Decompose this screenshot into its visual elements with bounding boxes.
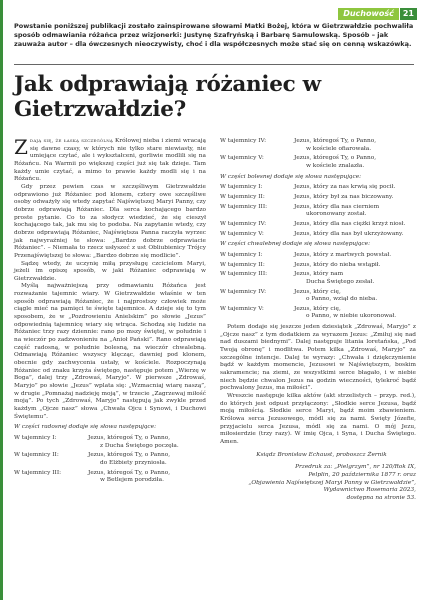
paragraph [14,135,206,184]
divider [14,64,414,65]
mystery-number: W tajemnicy I: [220,251,263,258]
page-header [338,8,417,20]
column-left [14,135,206,487]
mystery-item [220,231,416,239]
mystery-text: Jezus, któregoś Ty, o Panno, [88,452,171,459]
section-lead: W części chwalebnej dodaje się słowa następujące: [220,241,371,248]
mystery-number: W tajemnicy I: [220,184,263,191]
intro-lead: Powstanie poniższej publikacji zostało zainspirowane słowami Matki Bożej, która w Gietrzwałdzie pochwaliła sposób odmawiania różańca przez wizjonerki: Justynę Szafryńską i Barbarę Samulowską. Sposób – jak zauważa autor – dla ówczesnych nieoczywisty, choć i dla współczesnych może stać się on cenną wskazówką. [14,22,414,48]
mystery-text: ukoronowany został. [306,211,367,218]
source-note [220,464,416,502]
mystery-number: W tajemnicy II: [220,261,265,268]
mystery-text: Jezus, który nam [294,271,344,278]
mystery-item [220,306,416,321]
mystery-item [220,289,416,304]
mystery-text: Jezus, któregoś Ty, o Panno, [294,155,377,162]
source-line: Pelplin, 20 października 1877 r. oraz [308,471,416,478]
mystery-text: w Betlejem porodziła. [100,477,164,484]
source-line: dostępna na stronie 53. [346,494,416,501]
mystery-number: W tajemnicy II: [14,452,59,459]
paragraph: Wreszcie następuje kilka aktów (akt strzelistych – przyp. red.), do których jest odpust przyłączony: „Słodkie serce Jezusa, bądź moją miłością. Słodkie serce Maryi, bądź moim zbawieniem. Królowa serca Jezusowego, módl się za nami. Święty Józefie, przyjacielu serca Jezusa, módl się za nami. O mój Jezu, miłosierdzie (trzy razy). W imię Ojca, i Syna, i Ducha Świętego. Amen. [220,393,416,445]
signature: Ksiądz Bronisław Echaust, proboszcz Żernik [256,451,387,458]
mystery-text: w kościele ofiarowała. [306,145,372,152]
section-tag: Duchowość [338,8,399,20]
small-caps-lead: dają się, że łaską szczególną [29,138,114,144]
mystery-number: W tajemnicy III: [220,271,268,278]
mystery-number: W tajemnicy V: [220,155,264,162]
mystery-item [220,194,416,202]
mystery-text: Jezus, któregoś Ty, o Panno, [88,469,171,476]
mystery-number: W tajemnicy V: [220,230,264,237]
mystery-text: do Elżbiety przyniosła. [100,459,167,466]
mystery-text: o Panno, wziął do nieba. [306,296,378,303]
paragraph: Potem dodaje się jeszcze jeden dziesiątek „Zdrowaś, Maryjo” z „Ojcze nasz” z tym dodatkiem za wyrazem Jezus: „Zmiłuj się nad nad duszami biednymi”. Dalej następuje litania loretańska, „Pod Twoją obronę” i modlitwa. Potem kilka „Zdrowaś, Maryjo” za szczególne intencje. Dalej te wyrazy: „Chwała i dziękczynienie bądź w każdym momencie, Jezusowi w Najświętszym, boskim sakramencie; na ziemi, ze wszystkimi serce błagało, i w niebie niech będzie chwalon Jezus na godzin wieczności, tylekroć bądź pochwalony Jezus, ma miłości”. [220,324,416,392]
mystery-text: w kościele znalazła. [306,162,365,169]
column-right [220,138,416,503]
mystery-text: Jezus, który do nieba wstąpił. [294,261,381,268]
mystery-text: z Ducha Świętego poczęła. [100,442,179,449]
decorative-stripe [0,0,3,600]
mystery-item [220,262,416,270]
section-lead: W części radosnej dodaje się słowa następujące: [14,424,157,431]
mystery-number: W tajemnicy III: [14,469,62,476]
mystery-text: Jezus, który był za nas biczowany. [294,193,394,200]
mystery-list [220,252,416,321]
mystery-item [220,204,416,219]
mystery-item [14,470,206,485]
mystery-number: W tajemnicy IV: [220,220,267,227]
mystery-item [220,252,416,260]
source-line: „Objawienia Najświętszej Maryi Panny w Gietrzwałdzie”, [248,479,416,486]
mystery-item [14,435,206,450]
mystery-list [220,184,416,238]
mystery-text: Jezus, który dla nas ciężki krzyż niosł. [294,220,406,227]
paragraph: Myślą najważniejszą przy odmawianiu Różańca jest rozważanie tajemnic wiary. W Gietrzwałdzie właśnie w ten sposób odprawiają Różaniec, że i najprostszy człowiek może ciągle mieć na pamięci te święte tajemnice. A dzieje się to tym sposobem, że w „Pozdrowieniu Anielskim” po słowie „Jezus” odpowiednią tajemnicę wiary się wtrąca. Schodzą się ludzie na Różaniec trzy razy dziennie: rano po mszy świętej, w południe i na wieczór po zadzwonieniu na „Anioł Pański”. Rano odprawiają część radosną, w południe bolesną, na wieczór chwalebną. Odmawiają Różaniec wszyscy klęcząc, dawniej pod klonem, obecnie gdy zachwycenia ustały, w kościele. Rozpoczynają Różaniec od znaku krzyża świętego, następuje potem „Wierzę w Boga”, dalej trzy „Zdrowaś, Maryjo”. W pierwsze „Zdrowaś, Maryjo” po słowie „Jezus” wplata się: „Wzmacniaj wiarę naszą”, w drugie „Pomnażaj nadzieję moją”, w trzecie „Zagrzewaj miłość moją”. Po tych „Zdrowaś, Maryjo” następują jak zwykle przed każdym „Ojcze nasz” słowa „Chwała Ojcu i Synowi, i Duchowi Świętemu”. [14,283,206,420]
mystery-list [220,138,416,171]
mystery-item [220,271,416,286]
mystery-text: Jezus, któregoś Ty, o Panno, [294,138,377,144]
mystery-text: Jezus, który z martwych powstał. [294,251,392,258]
mystery-item [220,221,416,229]
paragraph-text: Królowej nieba i ziemi wracają się dawne czasy, w których nie tylko stare niewiasty, nie umiejące czytać, ale i wykształceni, gorliwie modlili się na Różańcu. Na Warmii po większej części już się tak dzieje. Tam każdy umie czytać, a mimo to prawie każdy modli się i na Różańcu. [14,138,206,183]
mystery-number: W tajemnicy V: [220,305,264,312]
mystery-text: Ducha Świętego zesłał. [306,278,375,285]
paragraph: Gdy przez pewien czas w szczęśliwym Gietrzwałdzie odprawiono już Różaniec pod klonem, cztery owe szczęśliwe osoby odważyły się wtedy zapytać Najświętszej Maryi Panny, czy dobrze odprawiają Różaniec. Dla serca kochającego bardzo proste pytanie. Co to za słodycz wiedzieć, że się cieszył kochającego tak, jak mu się to podoba. Na zapytanie wtedy, czy dobrze odprawiają Różaniec, Najświętsza Panna raczyła wyrzec jak najwyraźniej te słowa: „Bardzo dobrze odprawiacie Różaniec”. – Niemała to rzecz usłyszeć z ust Obliubienicy Trójcy Przenajświętszej te słowa: „Bardzo dobrze się modlicie”. [14,183,206,259]
mystery-text: Jezus, który dla nas cierniem [294,203,380,210]
mystery-text: Jezus, który dla nas był ukrzyżowany. [294,230,404,237]
source-line: Wydawnictwo Rosemaria 2023, [323,487,416,494]
mystery-number: W tajemnicy II: [220,193,265,200]
mystery-number: W tajemnicy IV: [220,138,267,144]
mystery-number: W tajemnicy I: [14,434,57,441]
mystery-text: Jezus, który za nas krwią się pocił. [294,184,396,191]
mystery-item [14,452,206,467]
mystery-list [14,435,206,485]
paragraph: Sądzę wtedy, że uczynię miłą przysługę czcicielom Maryi, jeżeli im opiszę sposób, w jaki Różaniec odprawiają w Gietrzwałdzie. [14,260,206,282]
drop-cap: Z [14,135,28,159]
mystery-item [220,184,416,192]
mystery-number: W tajemnicy III: [220,203,268,210]
mystery-item [220,138,416,153]
mystery-text: Jezus, który cię, [294,288,341,295]
section-lead: W części bolesnej dodaje się słowa następujące: [220,173,362,180]
page-number: 21 [400,8,417,20]
mystery-text: o Panno, w niebie ukoronował. [306,313,397,320]
mystery-text: Jezus, któregoś Ty, o Panno, [88,434,171,441]
mystery-item [220,155,416,170]
mystery-text: Jezus, który cię, [294,305,341,312]
mystery-number: W tajemnicy IV: [220,288,267,295]
article-title: Jak odprawiają różaniec w Gietrzwałdzie? [14,72,321,122]
source-line: Przedruk za: „Pielgrzym”, nr 120/Rok IX, [295,464,416,471]
